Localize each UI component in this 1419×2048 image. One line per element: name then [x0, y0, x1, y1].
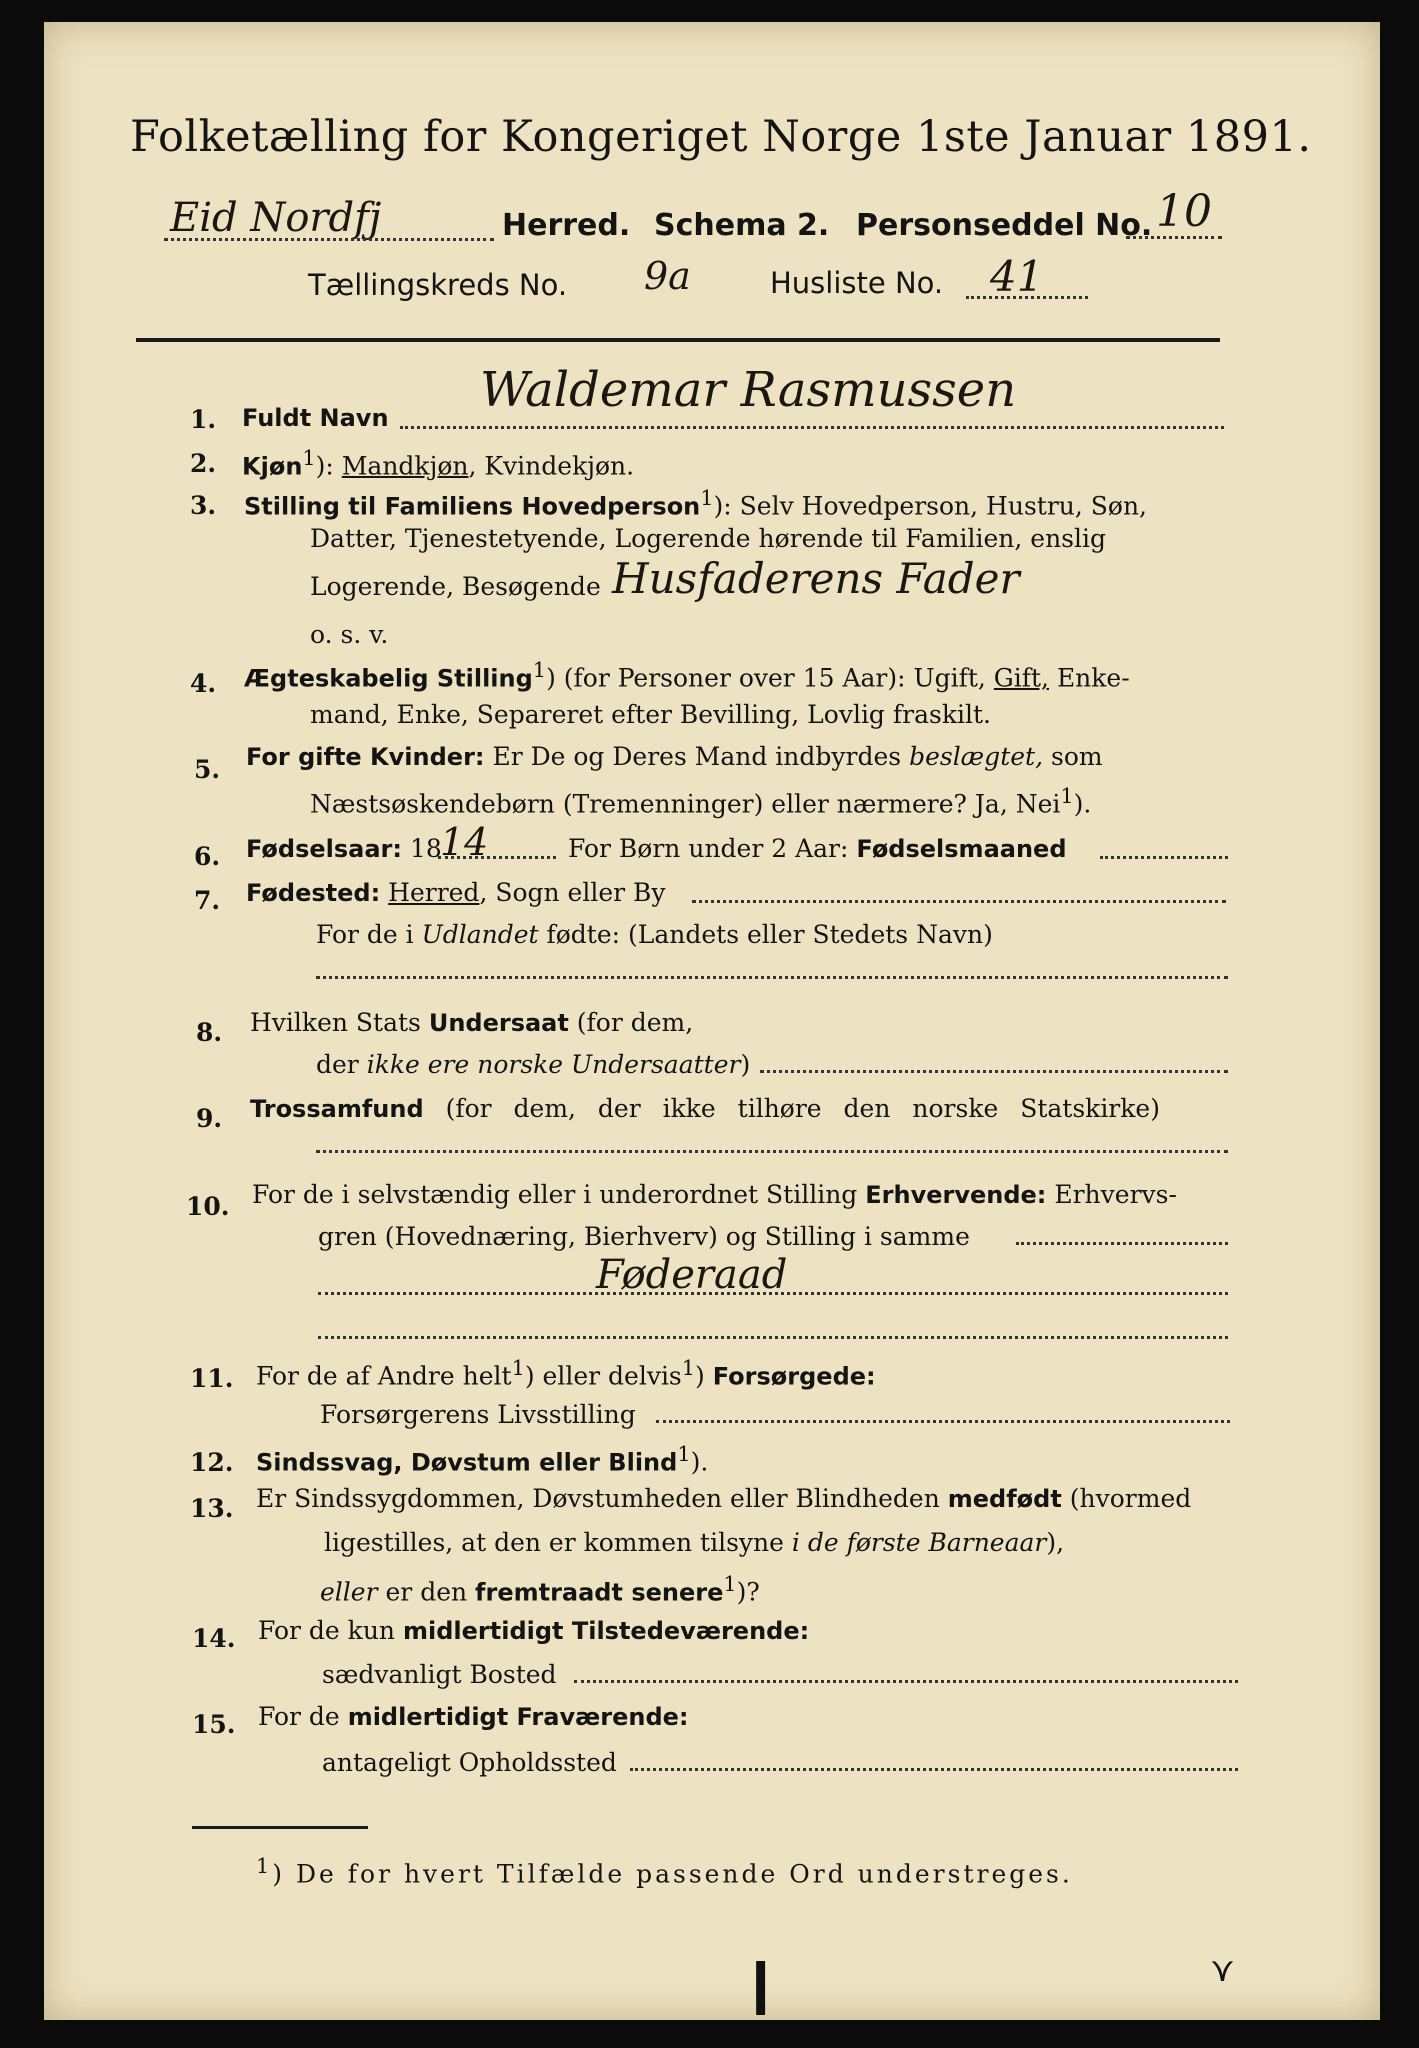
item-7-dotted-line [692, 900, 1226, 903]
item-13-line-1 [256, 1484, 1191, 1513]
item-14-line-2: sædvanligt Bosted [322, 1660, 557, 1689]
item-6-children-text [568, 834, 1067, 863]
item-12-label: Sindssvag, Døvstum eller Blind [256, 1448, 678, 1477]
item-11-dotted-line [656, 1420, 1230, 1423]
item-7-line-2b: fødte: (Landets eller Stedets Navn) [546, 920, 993, 949]
footnote-text: ) De for hvert Tilfælde passende Ord understreges. [272, 1859, 1073, 1889]
ink-mark-bottom: ❙ [738, 1952, 784, 2015]
item-3-line-2: Datter, Tjenestetyende, Logerende hørende til Familien, enslig [310, 524, 1107, 553]
item-11-line-1 [256, 1356, 876, 1390]
item-15-label: midlertidigt Fraværende: [347, 1703, 689, 1731]
item-7-rest: , Sogn eller By [479, 878, 666, 907]
item-5-rest-2: som [1050, 742, 1103, 771]
item-13-label-2: fremtraadt senere [475, 1578, 724, 1607]
item-6-dotted-line [438, 856, 556, 859]
item-7-number: 7. [194, 886, 221, 915]
form-title: Folketælling for Kongeriget Norge 1ste Januar 1891. [130, 112, 1312, 162]
item-10-label: Erhvervende: [865, 1181, 1047, 1209]
item-7-line-2a: For de i [316, 920, 414, 949]
item-13-line-1b: (hvormed [1069, 1484, 1192, 1513]
item-2-number: 2. [190, 449, 217, 478]
item-5-line-2 [310, 784, 1091, 818]
item-10-line-1a: For de i selvstændig eller i underordnet Stilling [252, 1180, 858, 1209]
item-8-line-1b: (for dem, [576, 1008, 694, 1037]
item-5-number: 5. [194, 755, 221, 784]
item-12-line [256, 1442, 708, 1476]
husliste-label: Husliste No. [770, 266, 944, 300]
item-4-label: Ægteskabelig Stilling [244, 664, 533, 693]
item-1-dotted-line [400, 426, 1224, 429]
footnote-rule [192, 1826, 368, 1829]
item-11-label: Forsørgede: [712, 1362, 876, 1391]
item-7-line-1 [246, 878, 666, 907]
herred-handwritten: Eid Nordfj [170, 195, 382, 241]
item-3-relation-handwritten: Husfaderens Fader [612, 554, 1020, 603]
item-3-number: 3. [190, 491, 217, 520]
header-rule [136, 338, 1220, 342]
item-11-line-1a: For de af Andre helt [256, 1361, 512, 1391]
item-13-line-3 [320, 1572, 760, 1606]
item-14-number: 14. [192, 1624, 236, 1653]
item-12-end: ). [690, 1447, 709, 1477]
item-2-sup: 1 [302, 446, 316, 470]
item-6-label: Fødselsaar: [246, 835, 402, 863]
item-3-line-1 [244, 486, 1147, 520]
item-13-number: 13. [190, 1494, 234, 1523]
footnote [256, 1854, 1073, 1888]
item-11-sup-2: 1 [681, 1356, 696, 1380]
item-1-number: 1. [190, 405, 217, 434]
item-15-line-1 [258, 1702, 689, 1731]
item-5-end: ). [1073, 789, 1092, 819]
item-13-end: )? [736, 1577, 760, 1607]
husliste-dotted-line [966, 296, 1088, 299]
census-form-paper [44, 22, 1380, 2020]
item-11-sup-1: 1 [511, 1356, 525, 1380]
item-8-dotted-line [760, 1070, 1228, 1073]
item-3-line-4: o. s. v. [310, 620, 389, 649]
item-2-colon: ): [315, 451, 334, 481]
husliste-number-handwritten: 41 [990, 252, 1044, 301]
item-4-rest: ) (for Personer over 15 Aar): Ugift, [546, 663, 986, 693]
item-11-line-2: Forsørgerens Livsstilling [320, 1400, 636, 1429]
item-4-option-enke: Enke- [1056, 663, 1130, 693]
item-3-line-3: Logerende, Besøgende [310, 572, 601, 601]
item-8-line-2 [316, 1050, 750, 1079]
item-10-dotted-line-3 [318, 1336, 1228, 1339]
item-9-dotted-line [316, 1150, 1228, 1153]
item-6-year-handwritten: 14 [440, 820, 489, 864]
item-14-line-1a: For de kun [258, 1616, 396, 1645]
personseddel-label: Personseddel No. [856, 208, 1153, 243]
item-12-sup: 1 [677, 1442, 691, 1466]
item-3-sup: 1 [700, 486, 714, 510]
item-6-line [246, 834, 442, 863]
item-11-number: 11. [190, 1364, 234, 1393]
item-13-line-3a: er den [385, 1577, 468, 1607]
item-7-label: Fødested: [246, 879, 381, 907]
taellingskreds-label: Tællingskreds No. [308, 268, 568, 302]
item-6-number: 6. [194, 842, 221, 871]
item-5-line-1 [246, 742, 1103, 771]
item-4-option-gift: Gift, [993, 663, 1049, 693]
item-4-number: 4. [190, 669, 217, 698]
item-2-text [242, 446, 634, 480]
item-11-line-1b: ) eller delvis [524, 1361, 682, 1391]
personseddel-number-handwritten: 10 [1156, 186, 1212, 237]
item-11-line-1c: ) [695, 1361, 705, 1391]
item-2-option-kvindekjon: , Kvindekjøn. [468, 451, 635, 481]
item-10-number: 10. [186, 1192, 230, 1221]
item-8-label: Undersaat [428, 1009, 569, 1037]
item-7-foreign-dotted-line [316, 976, 1228, 979]
item-10-line-2: gren (Hovednæring, Bierhverv) og Stilling i samme [318, 1222, 970, 1251]
item-8-line-2b: ) [740, 1050, 751, 1079]
item-15-line-1a: For de [258, 1702, 340, 1731]
item-13-line-2a: ligestilles, at den er kommen tilsyne [324, 1528, 784, 1557]
item-7-line-2i: Udlandet [421, 920, 539, 949]
item-3-rest: ): Selv Hovedperson, Hustru, Søn, [713, 491, 1148, 521]
ink-mark-corner: ⋎ [1210, 1950, 1235, 1990]
item-5-label: For gifte Kvinder: [246, 743, 485, 771]
schema-label: Schema 2. [654, 208, 830, 243]
item-9-label: Trossamfund [250, 1095, 424, 1123]
item-13-line-1a: Er Sindssygdommen, Døvstumheden eller Blindheden [256, 1484, 940, 1513]
item-7-line-2 [316, 920, 993, 949]
item-5-line-2-text: Næstsøskendebørn (Tremenninger) eller nærmere? Ja, Nei [310, 789, 1061, 819]
item-14-line-1 [258, 1616, 809, 1645]
item-10-occupation-handwritten: Føderaad [596, 1252, 788, 1298]
herred-label: Herred. [502, 208, 631, 243]
item-12-number: 12. [190, 1448, 234, 1477]
item-1-label: Fuldt Navn [242, 404, 389, 432]
item-3-label: Stilling til Familiens Hovedperson [244, 492, 701, 521]
herred-dotted-line [164, 238, 494, 241]
item-5-sup: 1 [1060, 784, 1074, 808]
item-4-line-2: mand, Enke, Separeret efter Bevilling, Lovlig fraskilt. [310, 700, 991, 729]
item-9-number: 9. [196, 1104, 223, 1133]
footnote-sup: 1 [256, 1854, 273, 1878]
item-13-label: medfødt [947, 1485, 1062, 1513]
item-13-line-2b: ), [1046, 1528, 1065, 1557]
item-13-sup: 1 [723, 1572, 737, 1596]
item-7-option-herred: Herred [388, 878, 480, 907]
item-10-line-1b: Erhvervs- [1054, 1180, 1177, 1209]
item-6-children-rest: For Børn under 2 Aar: [568, 834, 849, 863]
item-8-line-2a: der [316, 1050, 359, 1079]
item-4-line-1 [244, 658, 1130, 692]
personseddel-dotted-line [1126, 236, 1222, 239]
item-5-rest: Er De og Deres Mand indbyrdes [492, 742, 902, 771]
item-10-line-1 [252, 1180, 1177, 1209]
item-14-dotted-line [574, 1680, 1238, 1683]
item-14-label: midlertidigt Tilstedeværende: [402, 1617, 810, 1645]
item-8-line-1 [250, 1008, 693, 1037]
item-5-italic: beslægtet, [909, 742, 1044, 771]
taellingskreds-number-handwritten: 9a [644, 254, 691, 298]
item-8-number: 8. [196, 1018, 223, 1047]
item-8-line-1a: Hvilken Stats [250, 1008, 421, 1037]
item-10-dotted-line [1016, 1242, 1228, 1245]
item-13-line-3i: eller [320, 1577, 378, 1607]
item-15-line-2: antageligt Opholdssted [322, 1748, 617, 1777]
item-1-name-handwritten: Waldemar Rasmussen [480, 362, 1017, 418]
item-6-month-dotted-line [1100, 856, 1228, 859]
item-13-line-2i: i de første Barneaar [791, 1528, 1047, 1557]
item-10-dotted-line-2 [318, 1292, 1228, 1295]
item-2-option-mandkjon: Mandkjøn [341, 451, 469, 481]
item-15-dotted-line [630, 1768, 1238, 1771]
item-15-number: 15. [192, 1710, 236, 1739]
item-13-line-2 [324, 1528, 1064, 1557]
item-8-line-2i: ikke ere norske Undersaatter [366, 1050, 741, 1079]
item-2-label: Kjøn [242, 452, 303, 481]
item-9-line [250, 1094, 1160, 1123]
item-9-rest: (for dem, der ikke tilhøre den norske Statskirke) [445, 1094, 1160, 1123]
item-6-label-2: Fødselsmaaned [856, 835, 1067, 863]
item-4-sup: 1 [532, 658, 547, 682]
item-6-prefix: 18 [409, 834, 442, 863]
